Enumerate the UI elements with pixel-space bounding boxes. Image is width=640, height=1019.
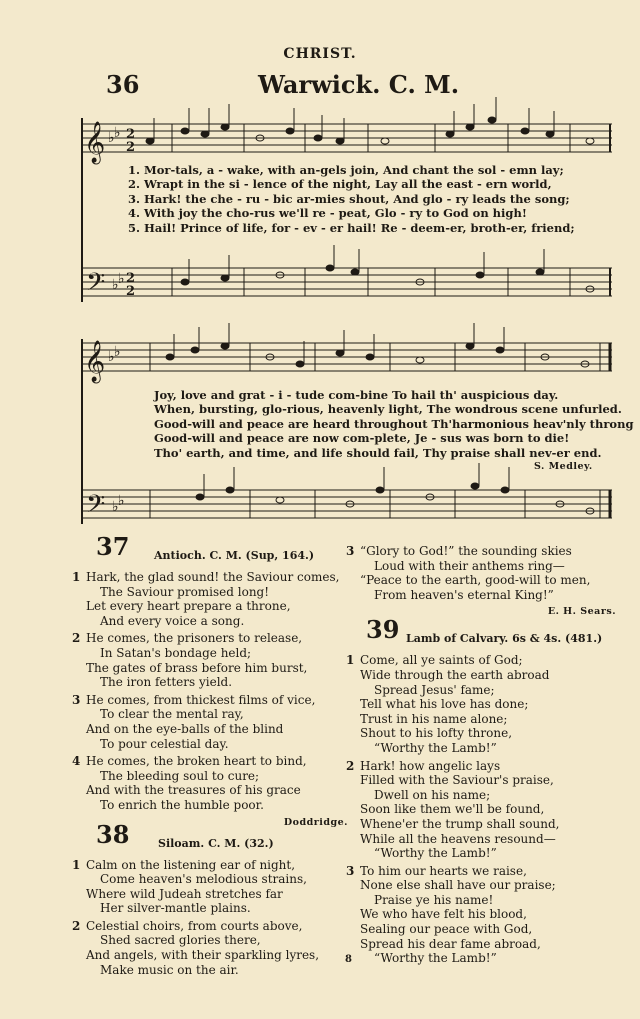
lyric-line: Good-will and peace are heard throughout Th'harmonious heav'nly throng bbox=[154, 416, 634, 431]
stanza: 1 Hark, the glad sound! the Saviour comes, The Saviour promised long! Let every heart prepare a throne, And every voice a song. bbox=[72, 570, 348, 628]
lyric-line: 1. Mor-tals, a - wake, with an-gels join, And chant the sol - emn lay; bbox=[128, 163, 564, 177]
stanza-line: Her silver-mantle plains. bbox=[100, 901, 251, 916]
stanza-line: Come, all ye saints of God; bbox=[360, 653, 523, 668]
stanza-line: Wide through the earth abroad bbox=[360, 667, 550, 682]
stanza-line: And every voice a song. bbox=[100, 613, 245, 628]
hymn-meta-39: Lamb of Calvary. 6s & 4s. (481.) bbox=[406, 632, 603, 646]
lyric-line: 3. Hark! the che - ru - bic ar-mies shout, And glo - ry leads the song; bbox=[128, 191, 570, 206]
svg-text:2: 2 bbox=[126, 140, 136, 155]
stanza-line: “Worthy the Lamb!” bbox=[374, 846, 497, 861]
stanza-line: “Peace to the earth, good-will to men, bbox=[360, 573, 591, 588]
stanza-line: Praise ye his name! bbox=[374, 892, 494, 907]
stanza-line: “Worthy the Lamb!” bbox=[374, 951, 497, 966]
stanza-line: The Saviour promised long! bbox=[100, 584, 270, 599]
bass-staff-1 bbox=[82, 268, 612, 296]
hymn36-author: S. Medley. bbox=[534, 461, 593, 472]
stanza-line: While all the heavens resound— bbox=[360, 831, 556, 846]
hymn-38-continued bbox=[346, 544, 616, 969]
stanza-line: Shed sacred glories there, bbox=[100, 933, 261, 948]
stanza: 1 Calm on the listening ear of night, Come heaven's melodious strains, Where wild Judeah stretches far Her silver-mantle plains. bbox=[72, 858, 348, 916]
stanza: 4 He comes, the broken heart to bind, The bleeding soul to cure; And with the treasures of his grace To enrich the humble poor. bbox=[72, 754, 348, 812]
page-mark: 8 bbox=[345, 954, 352, 965]
stanza-line: To him our hearts we raise, bbox=[360, 863, 527, 878]
svg-text:♭: ♭ bbox=[108, 130, 115, 146]
svg-text:2: 2 bbox=[126, 284, 136, 299]
hymn-number-37: 37 bbox=[96, 532, 130, 561]
stanza-line: “Glory to God!” the sounding skies bbox=[360, 544, 572, 558]
hymn38-author: E. H. Sears. bbox=[547, 606, 616, 618]
stanza-line: And angels, with their sparkling lyres, bbox=[86, 948, 320, 963]
lyric-line: Joy, love and grat - i - tude com-bine To hail th' auspicious day. bbox=[154, 388, 559, 402]
hymn-meta-38: Siloam. C. M. (32.) bbox=[158, 836, 274, 850]
stanza-line: Whene'er the trump shall sound, bbox=[360, 816, 560, 831]
stanza: 2 He comes, the prisoners to release, In Satan's bondage held; The gates of brass before him burst, The iron fetters yield. bbox=[72, 631, 348, 689]
stanza-line: To clear the mental ray, bbox=[100, 707, 244, 722]
svg-text:♭: ♭ bbox=[114, 125, 121, 141]
stanza: 3 He comes, from thickest films of vice, To clear the mental ray, And on the eye-balls of the blind To pour celestial day. bbox=[72, 693, 348, 751]
stanza-line: Let every heart prepare a throne, bbox=[86, 599, 291, 614]
section-heading: CHRIST. bbox=[283, 46, 357, 62]
stanza: 2 Hark! how angelic lays Filled with the Saviour's praise, Dwell on his name; Soon like them we'll be found, Whene'er the trump shall sound, While all the heavens resound— “Worthy the Lamb!” bbox=[346, 759, 616, 861]
lyric-line: Tho' earth, and time, and life should fail, Thy praise shall nev-er end. bbox=[154, 445, 602, 460]
stanza-line: Spread his dear fame abroad, bbox=[360, 936, 541, 951]
svg-text:♭: ♭ bbox=[108, 349, 115, 365]
stanza-line: The bleeding soul to cure; bbox=[100, 768, 260, 783]
stanza-line: The iron fetters yield. bbox=[100, 675, 233, 690]
stanza-line: From heaven's eternal King!” bbox=[374, 587, 554, 602]
bass-staff-2 bbox=[82, 490, 612, 518]
stanza-line: He comes, the broken heart to bind, bbox=[86, 754, 307, 769]
bass-clef-icon: 𝄢 bbox=[86, 268, 106, 303]
stanza-line: Tell what his love has done; bbox=[360, 697, 529, 712]
stanza-line: And with the treasures of his grace bbox=[86, 783, 301, 798]
lyric-line: 4. With joy the cho-rus we'll re - peat, Glo - ry to God on high! bbox=[128, 206, 527, 221]
stanza-line: Spread Jesus' fame; bbox=[374, 682, 495, 697]
stanza-line: To enrich the humble poor. bbox=[100, 797, 264, 812]
svg-text:♭: ♭ bbox=[112, 277, 119, 293]
stanza-line: Hark! how angelic lays bbox=[360, 758, 501, 773]
bass-clef-icon-2: 𝄢 bbox=[86, 490, 106, 525]
stanza-line: Filled with the Saviour's praise, bbox=[360, 773, 554, 788]
hymn37-author: Doddridge. bbox=[283, 816, 348, 828]
stanza-line: Sealing our peace with God, bbox=[360, 922, 533, 937]
hymn36-lyrics-bottom bbox=[154, 388, 634, 460]
hymn-number-39: 39 bbox=[366, 615, 400, 645]
lyric-line: When, bursting, glo-rious, heavenly light, The wondrous scene unfurled. bbox=[154, 402, 622, 417]
stanza-line: Calm on the listening ear of night, bbox=[86, 857, 296, 872]
stanza: 2 Celestial choirs, from courts above, Shed sacred glories there, And angels, with their sparkling lyres, Make music on the air. bbox=[72, 919, 348, 977]
treble-clef-icon-2: 𝄞 bbox=[84, 341, 106, 382]
svg-text:2: 2 bbox=[126, 127, 136, 142]
stanza-line: He comes, from thickest films of vice, bbox=[86, 692, 316, 707]
stanza-line: To pour celestial day. bbox=[100, 736, 229, 751]
hymn-37 bbox=[72, 532, 348, 980]
treble-staff-1 bbox=[82, 124, 612, 152]
stanza-line: Loud with their anthems ring— bbox=[374, 558, 565, 573]
stanza: 1 Come, all ye saints of God; Wide through the earth abroad Spread Jesus' fame; Tell what his love has done; Trust in his name alone; Shout to his lofty throne, “Worthy the Lamb!” bbox=[346, 653, 616, 755]
stanza-line: Come heaven's melodious strains, bbox=[100, 872, 307, 887]
svg-text:♭: ♭ bbox=[112, 499, 119, 515]
lyric-line: 5. Hail! Prince of life, for - ev - er hail! Re - deem-er, broth-er, friend; bbox=[128, 220, 575, 235]
hymn-meta-37: Antioch. C. M. (Sup, 164.) bbox=[154, 549, 315, 562]
stanza-line: The gates of brass before him burst, bbox=[86, 660, 308, 675]
svg-text:♭: ♭ bbox=[118, 493, 125, 509]
svg-text:♭: ♭ bbox=[118, 271, 125, 287]
stanza-line: Celestial choirs, from courts above, bbox=[86, 918, 303, 933]
stanza-line: Hark, the glad sound! the Saviour comes, bbox=[86, 570, 340, 584]
stanza-line: In Satan's bondage held; bbox=[100, 645, 252, 660]
treble-clef-icon: 𝄞 bbox=[84, 122, 106, 163]
svg-text:2: 2 bbox=[126, 271, 136, 286]
hymn36-lyrics-top bbox=[128, 163, 575, 235]
lyric-line: 2. Wrapt in the si - lence of the night, Lay all the east - ern world, bbox=[128, 177, 552, 192]
hymn-number-36: 36 bbox=[106, 70, 140, 99]
stanza-line: “Worthy the Lamb!” bbox=[374, 740, 497, 755]
stanza-line: Dwell on his name; bbox=[374, 787, 491, 802]
stanza-line: Trust in his name alone; bbox=[360, 711, 508, 726]
svg-text:♭: ♭ bbox=[114, 344, 121, 360]
hymn-number-38: 38 bbox=[96, 819, 130, 849]
hymn-title-36: Warwick. C. M. bbox=[258, 70, 460, 99]
lyric-line: Good-will and peace are now com-plete, Je - sus was born to die! bbox=[154, 431, 570, 446]
stanza: 3 To him our hearts we raise, None else shall have our praise; Praise ye his name! We who have felt his blood, Sealing our peace with God, Spread his dear fame abroad, “Worthy the Lamb!” bbox=[346, 864, 616, 966]
stanza: 3 “Glory to God!” the sounding skies Loud with their anthems ring— “Peace to the earth, good-will to men, From heaven's eternal King!” bbox=[346, 544, 616, 602]
stanza-line: We who have felt his blood, bbox=[360, 907, 527, 922]
stanza-line: He comes, the prisoners to release, bbox=[86, 631, 303, 646]
stanza-line: None else shall have our praise; bbox=[360, 878, 556, 893]
stanza-line: And on the eye-balls of the blind bbox=[86, 721, 284, 736]
treble-staff-2 bbox=[82, 343, 612, 371]
stanza-line: Shout to his lofty throne, bbox=[360, 726, 513, 741]
stanza-line: Where wild Judeah stretches far bbox=[86, 886, 283, 901]
stanza-line: Make music on the air. bbox=[100, 962, 239, 977]
stanza-line: Soon like them we'll be found, bbox=[360, 802, 545, 817]
